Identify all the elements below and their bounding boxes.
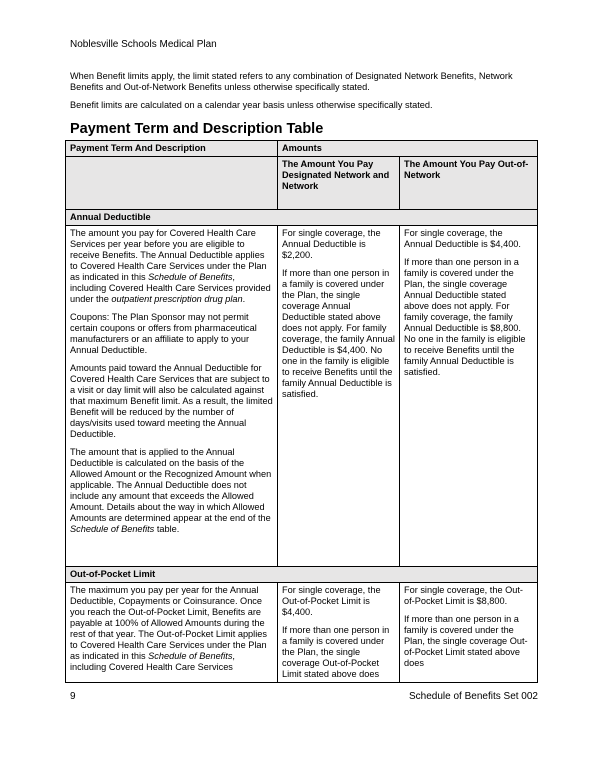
col-header-payment-term: Payment Term And Description — [66, 141, 278, 157]
section-title: Payment Term and Description Table — [70, 121, 324, 137]
row-label-out-of-pocket-limit: Out-of-Pocket Limit — [66, 567, 538, 583]
oop-network-single: For single coverage, the Out-of-Pocket Limit is $4,400. — [282, 585, 381, 617]
deductible-desc-4: The amount that is applied to the Annual Deductible is calculated on the basis of the Allowed Amount or the Recognized Amount when applicable. The Annual Deductible does not include any amount that exceeds the Allowed Amount. Details about the way in which Allowed Amounts are determined appear at the end of the Schedule of Benefits table. — [70, 447, 272, 534]
oop-network-family: If more than one person in a family is covered under the Plan, the single coverage Out-of-Pocket Limit stated above does — [282, 625, 390, 679]
calendar-year-paragraph: Benefit limits are calculated on a calendar year basis unless otherwise specifically stated. — [70, 100, 433, 110]
col-header-out-of-network: The Amount You Pay Out-of-Network — [400, 157, 538, 210]
oop-desc-1: The maximum you pay per year for the Annual Deductible, Copayments or Coinsurance. Once you reach the Out-of-Pocket Limit, Benefits are payable at 100% of Allowed Amounts during the rest of that year. The Out-of-Pocket Limit applies to Covered Health Care Services under the Plan as indicated in this Schedule of Benefits, including Covered Health Care Services — [70, 585, 267, 672]
oop-oon-single: For single coverage, the Out-of-Pocket Limit is $8,800. — [404, 585, 523, 606]
page-number: 9 — [70, 691, 76, 702]
oop-network — [278, 583, 400, 683]
annual-deductible-out-of-network — [400, 226, 538, 567]
deductible-network-family: If more than one person in a family is covered under the Plan, the single coverage Annual Deductible stated above does not apply. For family coverage, the family Annual Deductible is $4,400. No one in the family is eligible to receive Benefits until the family Annual Deductible is satisfied. — [282, 268, 395, 399]
row-label-annual-deductible: Annual Deductible — [66, 210, 538, 226]
document-name: Schedule of Benefits Set 002 — [409, 691, 538, 702]
deductible-desc-2: Coupons: The Plan Sponsor may not permit certain coupons or offers from pharmaceutical manufacturers or an affiliate to apply to your Annual Deductible. — [70, 312, 257, 355]
deductible-desc-1: The amount you pay for Covered Health Care Services per year before you are eligible to receive Benefits. The Annual Deductible applies to Covered Health Care Services under the Plan as indicated in this Schedule of Benefits, including Covered Health Care Services provided under the outpatient prescription drug plan. — [70, 228, 271, 304]
deductible-oon-single: For single coverage, the Annual Deductible is $4,400. — [404, 228, 521, 249]
header-blank-cell — [66, 157, 278, 210]
payment-term-table — [65, 140, 538, 683]
annual-deductible-network — [278, 226, 400, 567]
deductible-network-single: For single coverage, the Annual Deductible is $2,200. — [282, 228, 381, 260]
deductible-oon-family: If more than one person in a family is covered under the Plan, the single coverage Annual Deductible stated above does not apply. For family coverage, the family Annual Deductible is $8,800. No one in the family is eligible to receive Benefits until the family Annual Deductible is satisfied. — [404, 257, 526, 377]
annual-deductible-description — [66, 226, 278, 567]
benefit-limits-paragraph: When Benefit limits apply, the limit stated refers to any combination of Designated Network Benefits, Network Benefits and Out-of-Network Benefits unless otherwise specifically stated. — [70, 71, 513, 92]
deductible-desc-3: Amounts paid toward the Annual Deductible for Covered Health Care Services that are subject to a visit or day limit will also be calculated against that maximum Benefit limit. As a result, the limited Benefit will be reduced by the number of days/visits used toward meeting the Annual Deductible. — [70, 363, 273, 439]
col-header-network: The Amount You Pay Designated Network and Network — [278, 157, 400, 210]
oop-out-of-network — [400, 583, 538, 683]
col-header-amounts: Amounts — [278, 141, 538, 157]
page-header: Noblesville Schools Medical Plan — [70, 39, 217, 50]
oop-oon-family: If more than one person in a family is covered under the Plan, the single coverage Out-of-Pocket Limit stated above does — [404, 614, 528, 668]
oop-description — [66, 583, 278, 683]
